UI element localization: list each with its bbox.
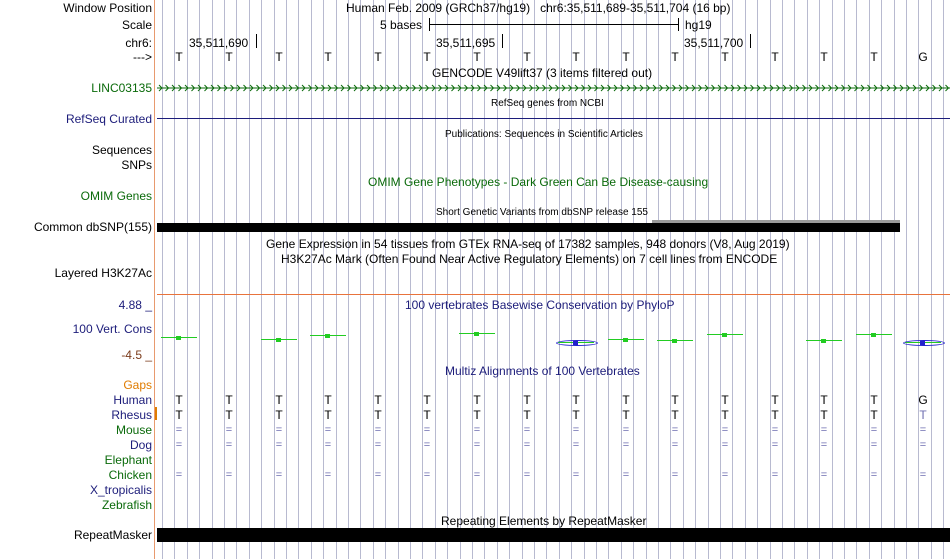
- alignment-base: =: [771, 439, 779, 451]
- species-label-elephant[interactable]: Elephant: [104, 453, 152, 467]
- alignment-base: =: [275, 424, 283, 436]
- gaps-label[interactable]: Gaps: [123, 378, 152, 392]
- alignment-base: =: [175, 469, 183, 481]
- phylop-score-point: [722, 333, 727, 337]
- phylop-max-label: 4.88 _: [118, 298, 152, 312]
- alignment-base: =: [622, 469, 630, 481]
- sequence-base: T: [771, 50, 779, 64]
- window-position-text[interactable]: Human Feb. 2009 (GRCh37/hg19) chr6:35,511,689-35,511,704 (16 bp): [346, 1, 731, 15]
- publications-track-title[interactable]: Publications: Sequences in Scientific Articles: [445, 129, 643, 140]
- phylop-score-point: [176, 336, 181, 340]
- sequences-track-label[interactable]: Sequences: [91, 143, 152, 157]
- alignment-base: T: [721, 393, 729, 407]
- sequence-base: T: [275, 50, 283, 64]
- sequence-base: T: [473, 50, 481, 64]
- alignment-base: T: [572, 408, 580, 422]
- sequence-base: G: [918, 50, 928, 64]
- scale-bar: [429, 24, 678, 25]
- alignment-base: T: [175, 393, 183, 407]
- alignment-base: =: [771, 424, 779, 436]
- alignment-base: =: [175, 424, 183, 436]
- chrom-label: chr6:: [125, 36, 152, 50]
- alignment-base: =: [870, 424, 878, 436]
- alignment-base: =: [275, 439, 283, 451]
- alignment-base: =: [473, 439, 481, 451]
- scale-bar-right-tick: [678, 18, 679, 31]
- label-divider: [154, 0, 155, 559]
- alignment-base: =: [374, 439, 382, 451]
- alignment-base: =: [324, 439, 332, 451]
- alignment-base: =: [721, 469, 729, 481]
- species-label-mouse[interactable]: Mouse: [115, 423, 152, 437]
- alignment-base: =: [820, 469, 828, 481]
- alignment-base: T: [523, 408, 531, 422]
- alignment-base: T: [473, 408, 481, 422]
- dbsnp-track-title[interactable]: Short Genetic Variants from dbSNP release 155: [436, 207, 648, 218]
- alignment-base: T: [671, 408, 679, 422]
- sequence-base: T: [671, 50, 679, 64]
- rhesus-gap-marker: [155, 407, 157, 420]
- alignment-base: T: [175, 408, 183, 422]
- coord-label-3: 35,511,700: [684, 36, 744, 50]
- repeatmasker-element-bar[interactable]: [157, 528, 950, 542]
- snps-track-label[interactable]: SNPs: [121, 158, 152, 172]
- refseq-gene-feature[interactable]: [157, 118, 950, 119]
- alignment-base: =: [324, 469, 332, 481]
- alignment-base: =: [225, 439, 233, 451]
- alignment-base: =: [671, 424, 679, 436]
- sequence-base: T: [870, 50, 878, 64]
- alignment-base: =: [870, 439, 878, 451]
- alignment-base: T: [919, 408, 927, 422]
- window-position-label: Window Position: [63, 1, 152, 15]
- gencode-track-label[interactable]: LINC03135: [91, 81, 152, 95]
- h3k27ac-track-label[interactable]: Layered H3K27Ac: [54, 266, 152, 280]
- alignment-base: =: [423, 469, 431, 481]
- phylop-min-label: -4.5 _: [121, 348, 152, 362]
- alignment-base: =: [870, 469, 878, 481]
- sequence-base: T: [572, 50, 580, 64]
- species-label-dog[interactable]: Dog: [129, 438, 152, 452]
- phylop-negative-mark: [556, 340, 598, 346]
- alignment-base: G: [918, 393, 928, 407]
- alignment-base: =: [225, 424, 233, 436]
- multiz-track-title[interactable]: Multiz Alignments of 100 Vertebrates: [445, 364, 640, 378]
- alignment-base: T: [870, 393, 878, 407]
- coord-tick-1: [256, 34, 257, 48]
- alignment-base: =: [423, 424, 431, 436]
- coord-label-2: 35,511,695: [436, 36, 496, 50]
- phylop-negative-mark: [903, 340, 945, 346]
- alignment-base: =: [175, 439, 183, 451]
- phylop-score-point: [325, 334, 330, 338]
- alignment-base: T: [324, 408, 332, 422]
- alignment-base: =: [473, 424, 481, 436]
- alignment-base: T: [671, 393, 679, 407]
- alignment-base: =: [324, 424, 332, 436]
- coord-tick-2: [502, 34, 503, 48]
- alignment-base: =: [919, 439, 927, 451]
- alignment-base: T: [523, 393, 531, 407]
- alignment-base: T: [473, 393, 481, 407]
- alignment-base: =: [225, 469, 233, 481]
- phylop-track-label[interactable]: 100 Vert. Cons: [72, 322, 152, 336]
- alignment-base: =: [622, 439, 630, 451]
- alignment-base: T: [572, 393, 580, 407]
- sequence-base: T: [175, 50, 183, 64]
- h3k27ac-track-title[interactable]: H3K27Ac Mark (Often Found Near Active Regulatory Elements) on 7 cell lines from ENCODE: [281, 252, 778, 266]
- alignment-base: T: [275, 408, 283, 422]
- alignment-base: =: [622, 424, 630, 436]
- alignment-base: =: [820, 439, 828, 451]
- species-label-chicken[interactable]: Chicken: [108, 468, 152, 482]
- gencode-gene-feature[interactable]: [157, 81, 950, 95]
- strand-label: --->: [133, 50, 152, 64]
- sequence-base: T: [225, 50, 233, 64]
- coord-tick-3: [750, 34, 751, 48]
- alignment-base: =: [671, 469, 679, 481]
- alignment-base: T: [423, 408, 431, 422]
- phylop-score-point: [276, 338, 281, 342]
- refseq-track-label[interactable]: RefSeq Curated: [65, 112, 152, 126]
- alignment-base: T: [622, 408, 630, 422]
- alignment-base: =: [721, 439, 729, 451]
- alignment-base: T: [870, 408, 878, 422]
- alignment-base: =: [671, 439, 679, 451]
- sequence-base: T: [374, 50, 382, 64]
- alignment-base: =: [523, 469, 531, 481]
- alignment-base: =: [721, 424, 729, 436]
- species-label-zebrafish[interactable]: Zebrafish: [101, 498, 152, 512]
- alignment-base: =: [572, 469, 580, 481]
- repeatmasker-track-label[interactable]: RepeatMasker: [73, 528, 152, 542]
- omim-track-label[interactable]: OMIM Genes: [80, 189, 152, 203]
- dbsnp-variant-bar[interactable]: [157, 223, 900, 232]
- species-label-human[interactable]: Human: [113, 393, 152, 407]
- alignment-base: =: [572, 424, 580, 436]
- phylop-score-point: [821, 339, 826, 343]
- alignment-base: T: [423, 393, 431, 407]
- species-label-x_tropicalis[interactable]: X_tropicalis: [89, 483, 152, 497]
- sequence-base: T: [622, 50, 630, 64]
- scale-size: 5 bases: [380, 18, 423, 32]
- alignment-base: =: [919, 424, 927, 436]
- sequence-base: T: [324, 50, 332, 64]
- alignment-base: =: [523, 439, 531, 451]
- alignment-base: T: [225, 393, 233, 407]
- alignment-base: =: [275, 469, 283, 481]
- phylop-score-point: [871, 333, 876, 337]
- coord-label-1: 35,511,690: [189, 36, 249, 50]
- alignment-base: T: [374, 393, 382, 407]
- alignment-base: T: [324, 393, 332, 407]
- refseq-track-title[interactable]: RefSeq genes from NCBI: [491, 98, 604, 109]
- alignment-base: T: [820, 408, 828, 422]
- alignment-base: T: [771, 393, 779, 407]
- alignment-base: T: [771, 408, 779, 422]
- gtex-track-title[interactable]: Gene Expression in 54 tissues from GTEx RNA-seq of 17382 samples, 948 donors (V8, Aug 2019): [266, 237, 790, 251]
- alignment-base: T: [225, 408, 233, 422]
- h3k27ac-signal-line: [157, 294, 950, 295]
- omim-track-title[interactable]: OMIM Gene Phenotypes - Dark Green Can Be Disease-causing: [368, 175, 709, 189]
- alignment-base: =: [374, 469, 382, 481]
- alignment-base: =: [374, 424, 382, 436]
- phylop-score-point: [474, 332, 479, 336]
- alignment-base: =: [820, 424, 828, 436]
- repeatmasker-track-title[interactable]: Repeating Elements by RepeatMasker: [441, 514, 647, 528]
- alignment-base: =: [473, 469, 481, 481]
- sequence-base: T: [423, 50, 431, 64]
- scale-label: Scale: [121, 18, 152, 32]
- sequence-base: T: [523, 50, 531, 64]
- alignment-base: T: [622, 393, 630, 407]
- alignment-base: T: [275, 393, 283, 407]
- alignment-base: =: [572, 439, 580, 451]
- scale-bar-left-tick: [429, 18, 430, 31]
- alignment-base: T: [721, 408, 729, 422]
- scale-assembly: hg19: [685, 18, 712, 32]
- species-label-rhesus[interactable]: Rhesus: [111, 408, 152, 422]
- alignment-base: =: [523, 424, 531, 436]
- dbsnp-track-label[interactable]: Common dbSNP(155): [33, 220, 152, 234]
- alignment-base: =: [423, 439, 431, 451]
- phylop-score-point: [672, 339, 677, 343]
- alignment-base: =: [771, 469, 779, 481]
- alignment-base: =: [919, 469, 927, 481]
- phylop-score-point: [623, 338, 628, 342]
- alignment-base: T: [820, 393, 828, 407]
- gencode-track-title[interactable]: GENCODE V49lift37 (3 items filtered out): [432, 66, 653, 80]
- phylop-track-title[interactable]: 100 vertebrates Basewise Conservation by PhyloP: [405, 298, 675, 312]
- sequence-base: T: [820, 50, 828, 64]
- alignment-base: T: [374, 408, 382, 422]
- dbsnp-variant-bar-overlay[interactable]: [652, 220, 900, 223]
- sequence-base: T: [721, 50, 729, 64]
